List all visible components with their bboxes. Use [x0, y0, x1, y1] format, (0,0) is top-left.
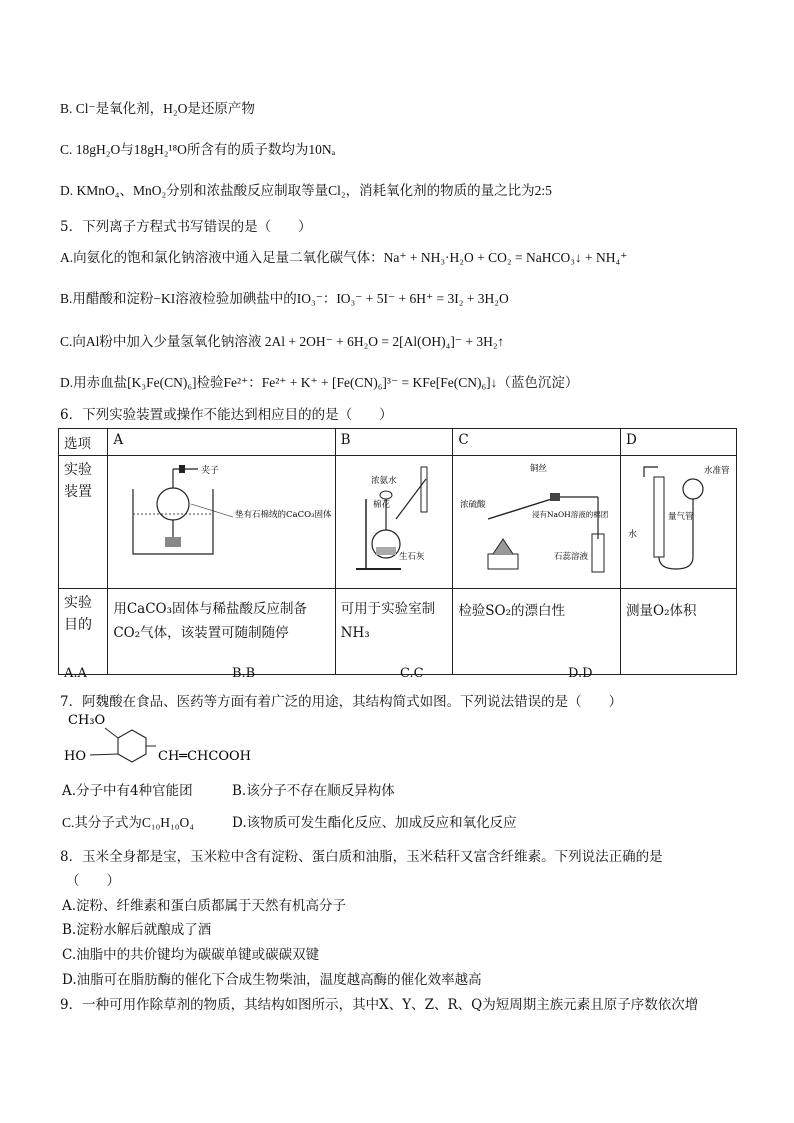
- apparatus-b-label-lime: 生石灰: [398, 552, 425, 562]
- q6-table: [58, 428, 737, 675]
- apparatus-a-label-solid: 垫有石棉绒的CaCO₃固体: [235, 510, 332, 520]
- apparatus-c-label-litmus: 石蕊溶液: [554, 552, 589, 562]
- q7-option-a: A.分子中有4种官能团: [62, 783, 193, 799]
- q4-option-b: B. Cl⁻是氧化剂，H₂O是还原产物: [60, 101, 255, 116]
- q6-header-option: 选项: [59, 429, 108, 456]
- q6-table-header-row: [59, 429, 737, 456]
- q8-option-d: D.油脂可在脂肪酶的催化下合成生物柴油，温度越高酶的催化效率越高: [62, 972, 482, 988]
- apparatus-a-diagram: [113, 459, 332, 577]
- q8-stem-bracket: （ ）: [66, 873, 120, 889]
- q6-row2-label: 实验目的: [59, 589, 108, 675]
- q7-option-c: C.其分子式为C₁₀H₁₀O₄: [62, 815, 194, 830]
- q6-option-a: A.A: [64, 666, 87, 681]
- q8-option-a: A.淀粉、纤维素和蛋白质都属于天然有机高分子: [62, 898, 347, 914]
- q6-row1-label: 实验装置: [59, 456, 108, 589]
- q5-option-d: D.用赤血盐[K₃Fe(CN)₆]检验Fe²⁺：Fe²⁺ + K⁺ + [Fe(CN)₆]³⁻ = KFe[Fe(CN)₆]↓（蓝色沉淀）: [60, 375, 579, 390]
- structure-ho: HO: [64, 749, 86, 764]
- structure-chain: CH═CHCOOH: [158, 749, 251, 764]
- q8-option-c: C.油脂中的共价键均为碳碳单键或碳碳双键: [62, 947, 320, 963]
- q8-option-b: B.淀粉水解后就酿成了酒: [62, 922, 212, 938]
- aim-b: 可用于实验室制NH₃: [335, 589, 453, 675]
- q5-option-b: B.用醋酸和淀粉−KI溶液检验加碘盐中的IO₃⁻：IO₃⁻ + 5I⁻ + 6H⁺ = 3I₂ + 3H₂O: [60, 291, 509, 306]
- q8-stem: 8．玉米全身都是宝，玉米粒中含有淀粉、蛋白质和油脂，玉米秸秆又富含纤维素。下列说法正确的是: [60, 849, 663, 865]
- q6-aim-row: [59, 589, 737, 675]
- q7-stem: 7．阿魏酸在食品、医药等方面有着广泛的用途，其结构简式如图。下列说法错误的是（ ）: [60, 694, 623, 710]
- apparatus-c-label-copper: 铜丝: [530, 464, 548, 474]
- q6-apparatus-row: [59, 456, 737, 589]
- apparatus-d-label-burette: 量气管: [668, 512, 694, 522]
- apparatus-b-label-cotton: 棉花: [372, 500, 390, 510]
- q9-stem: 9．一种可用作除草剂的物质，其结构如图所示，其中X、Y、Z、R、Q为短周期主族元素且原子序数依次增: [60, 997, 699, 1013]
- apparatus-c-diagram: [458, 459, 608, 577]
- q7-option-d: D.该物质可发生酯化反应、加成反应和氧化反应: [232, 815, 517, 831]
- q7-option-b: B.该分子不存在顺反异构体: [232, 783, 395, 799]
- apparatus-b-label-ammonia: 浓氨水: [370, 476, 397, 486]
- q6-header-c: C: [453, 429, 621, 456]
- q6-header-a: A: [108, 429, 335, 456]
- q6-option-c: C.C: [400, 666, 424, 681]
- apparatus-c-label-cotton: 浸有NaOH溶液的棉团: [532, 510, 609, 519]
- q6-stem: 6．下列实验装置或操作不能达到相应目的的是（ ）: [60, 407, 393, 423]
- aim-c: 检验SO₂的漂白性: [453, 589, 621, 675]
- q6-option-d: D.D: [568, 666, 593, 681]
- apparatus-c-label-acid: 浓硫酸: [460, 500, 486, 510]
- q6-header-b: B: [335, 429, 453, 456]
- q6-option-b: B.B: [232, 666, 256, 681]
- q6-header-d: D: [621, 429, 737, 456]
- apparatus-d-cell: [621, 456, 737, 589]
- apparatus-c-cell: [453, 456, 621, 589]
- q5-option-c: C.向Al粉中加入少量氢氧化钠溶液 2Al + 2OH⁻ + 6H₂O = 2[Al(OH)₄]⁻ + 3H₂↑: [60, 334, 505, 349]
- apparatus-b-diagram: [341, 459, 441, 577]
- apparatus-b-cell: [335, 456, 453, 589]
- apparatus-a-cell: [108, 456, 335, 589]
- apparatus-a-label-clip: 夹子: [201, 466, 220, 476]
- aim-a: 用CaCO₃固体与稀盐酸反应制备CO₂气体，该装置可随制随停: [108, 589, 335, 675]
- apparatus-d-label-water: 水: [628, 530, 638, 540]
- apparatus-d-diagram: [626, 459, 731, 577]
- structure-ch3o: CH₃O: [68, 713, 106, 728]
- q5-option-a: A.向氨化的饱和氯化钠溶液中通入足量二氧化碳气体：Na⁺ + NH₃·H₂O + CO₂ = NaHCO₃↓ + NH₄⁺: [60, 250, 628, 265]
- q5-stem: 5．下列离子方程式书写错误的是（ ）: [60, 219, 312, 235]
- apparatus-d-label-leveling: 水准管: [704, 466, 730, 476]
- q4-option-d: D. KMnO₄、MnO₂分别和浓盐酸反应制取等量Cl₂，消耗氧化剂的物质的量之比为2:5: [60, 183, 552, 198]
- aim-d: 测量O₂体积: [621, 589, 737, 675]
- q4-option-c: C. 18gH₂O与18gH₂¹⁸O所含有的质子数均为10Nₐ: [60, 142, 336, 157]
- ferulic-acid-structure: [60, 712, 290, 770]
